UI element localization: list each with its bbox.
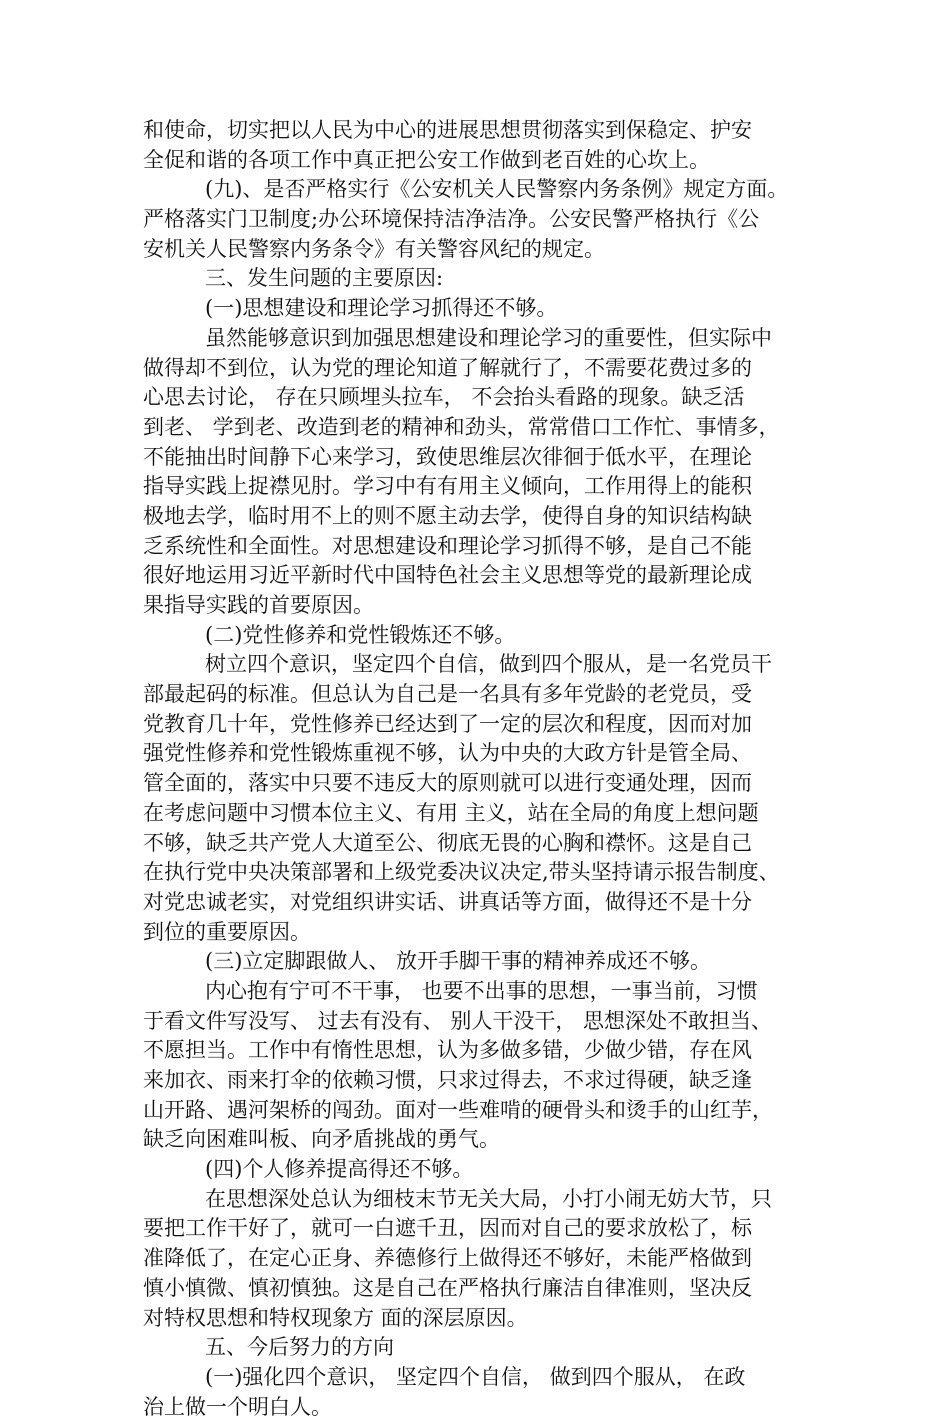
text-line: 树立四个意识，坚定四个自信，做到四个服从，是一名党员干 bbox=[205, 652, 772, 677]
text-line: 不愿担当。工作中有惰性思想，认为多做多错，少做少错，存在风 bbox=[143, 1038, 752, 1063]
text-line: 要把工作干好了，就可一白遮千丑，因而对自己的要求放松了，标 bbox=[143, 1216, 752, 1241]
text-line: 治上做一个明白人。 bbox=[143, 1394, 332, 1419]
text-line: 在考虑问题中习惯本位主义、有用 主义，站在全局的角度上想问题 bbox=[143, 800, 759, 825]
text-line: 缺乏向困难叫板、向矛盾挑战的勇气。 bbox=[143, 1127, 500, 1152]
text-line: 准降低了，在定心正身、养德修行上做得还不够好，未能严格做到 bbox=[143, 1246, 752, 1271]
text-line: 内心抱有宁可不干事， 也要不出事的思想，一事当前，习惯 bbox=[205, 978, 758, 1003]
text-line: 五、今后努力的方向 bbox=[205, 1335, 394, 1360]
text-line: 果指导实践的首要原因。 bbox=[143, 593, 374, 617]
text-line: 心思去讨论， 存在只顾埋头拉车， 不会抬头看路的现象。缺乏活 bbox=[143, 385, 745, 410]
text-line: 慎小慎微、慎初慎独。这是自己在严格执行廉洁自律准则，坚决反 bbox=[143, 1275, 752, 1300]
text-line: (一)强化四个意识， 坚定四个自信， 做到四个服从， 在政 bbox=[205, 1364, 746, 1389]
text-line: 部最起码的标准。但总认为自己是一名具有多年党龄的老党员，受 bbox=[143, 682, 752, 707]
text-line: 严格落实门卫制度;办公环境保持洁净洁净。公安民警严格执行《公 bbox=[143, 207, 760, 232]
text-line: 来加衣、雨来打伞的依赖习惯，只求过得去，不求过得硬，缺乏逢 bbox=[143, 1068, 752, 1092]
text-line: 很好地运用习近平新时代中国特色社会主义思想等党的最新理论成 bbox=[143, 563, 752, 588]
text-line: 虽然能够意识到加强思想建设和理论学习的重要性，但实际中 bbox=[205, 325, 772, 350]
text-line: (二)党性修养和党性锻炼还不够。 bbox=[205, 622, 516, 647]
text-line: (四)个人修养提高得还不够。 bbox=[205, 1157, 474, 1182]
text-line: (九)、是否严格实行《公安机关人民警察内务条例》规定方面。 bbox=[205, 177, 789, 202]
text-line: 山开路、遇河架桥的闯劲。面对一些难啃的硬骨头和烫手的山红芋， bbox=[143, 1097, 773, 1122]
text-line: 强党性修养和党性锻炼重视不够，认为中央的大政方针是管全局、 bbox=[143, 741, 752, 766]
text-line: 在思想深处总认为细枝末节无关大局，小打小闹无妨大节，只 bbox=[205, 1186, 772, 1211]
text-line: 不能抽出时间静下心来学习，致使思维层次徘徊于低水平，在理论 bbox=[143, 444, 752, 469]
text-line: 安机关人民警察内务条令》有关警容风纪的规定。 bbox=[143, 236, 605, 261]
text-line: 和使命，切实把以人民为中心的进展思想贯彻落实到保稳定、护安 bbox=[143, 118, 752, 142]
text-line: (一)思想建设和理论学习抓得还不够。 bbox=[205, 296, 558, 321]
text-line: 于看文件写没写、 过去有没有、 别人干没干， 思想深处不敢担当、 bbox=[143, 1008, 773, 1033]
text-line: 极地去学，临时用不上的则不愿主动去学，使得自身的知识结构缺 bbox=[143, 503, 752, 528]
text-line: 全促和谐的各项工作中真正把公安工作做到老百姓的心坎上。 bbox=[143, 147, 710, 172]
text-line: 党教育几十年，党性修养已经达到了一定的层次和程度，因而对加 bbox=[143, 711, 752, 736]
text-line: 管全面的，落实中只要不违反大的原则就可以进行变通处理，因而 bbox=[143, 771, 752, 796]
text-line: 做得却不到位，认为党的理论知道了解就行了，不需要花费过多的 bbox=[143, 355, 752, 380]
text-line: 到老、 学到老、改造到老的精神和劲头，常常借口工作忙、事情多， bbox=[143, 414, 780, 439]
text-line: 三、发生问题的主要原因: bbox=[205, 266, 444, 291]
text-line: 不够，缺乏共产党人大道至公、彻底无畏的心胸和襟怀。这是自己 bbox=[143, 830, 752, 855]
text-line: 在执行党中央决策部署和上级党委决议决定,带头坚持请示报告制度、 bbox=[143, 860, 780, 885]
body-text bbox=[143, 116, 819, 1422]
text-line: (三)立定脚跟做人、 放开手脚干事的精神养成还不够。 bbox=[205, 949, 712, 974]
text-line: 指导实践上捉襟见肘。学习中有有用主义倾向，工作用得上的能积 bbox=[143, 474, 752, 499]
text-line: 到位的重要原因。 bbox=[143, 919, 311, 944]
text-line: 对特权思想和特权现象方 面的深层原因。 bbox=[143, 1305, 528, 1330]
text-line: 对党忠诚老实，对党组织讲实话、讲真话等方面，做得还不是十分 bbox=[143, 889, 752, 914]
text-line: 乏系统性和全面性。对思想建设和理论学习抓得不够，是自己不能 bbox=[143, 533, 752, 558]
